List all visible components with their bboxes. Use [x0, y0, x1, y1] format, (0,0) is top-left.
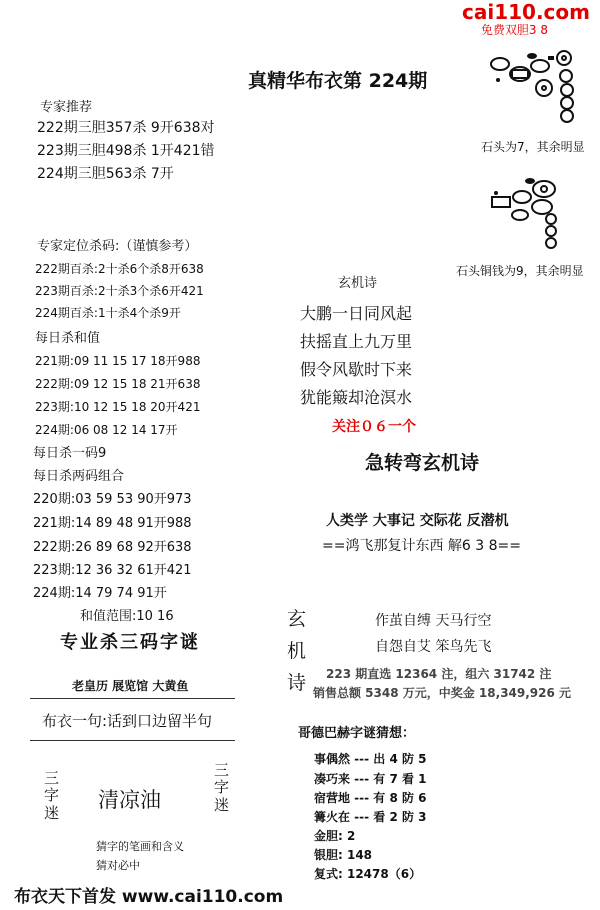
goethe-line: 篝火在 --- 看 2 防 3 [314, 810, 427, 824]
xuanji-line: 自怨自艾 笨鸟先飞 [375, 639, 492, 655]
goethe-heading: 哥德巴赫字谜猜想： [298, 726, 416, 741]
stone-caption-1: 石头为7，其余明显 [481, 140, 585, 154]
site-name: cai110.com [462, 0, 590, 24]
two-kill-line: 222期:26 89 68 92开638 [33, 540, 192, 555]
position-kill-line: 222期百杀:2十杀6个杀8开638 [35, 262, 204, 276]
poem-heading: 玄机诗 [338, 276, 378, 291]
stone-caption-2: 石头铜钱为9，其余明显 [456, 264, 584, 278]
goethe-line: 宿营地 --- 有 8 防 6 [314, 791, 427, 805]
poem-line: 假令风歇时下来 [300, 360, 413, 379]
three-char-answer: 清凉油 [98, 788, 161, 812]
silver-dan: 银胆: 148 [314, 848, 373, 862]
footer-banner: 布衣天下首发 www.cai110.com [14, 887, 284, 907]
position-kill-heading: 专家定位杀码:（谨慎参考） [37, 239, 198, 254]
two-kill-line: 223期:12 36 32 61开421 [33, 563, 192, 578]
sum-kill-line: 224期:06 08 12 14 17开 [35, 423, 178, 437]
poem-line: 扶摇直上九万里 [300, 332, 413, 351]
two-kill-heading: 每日杀两码组合 [33, 469, 125, 484]
sales-line-1: 223 期直选 12364 注，组六 31742 注 [326, 667, 552, 681]
stone-coin-figure-2 [488, 175, 588, 255]
expert-line: 222期三胆357杀 9开638对 [37, 120, 215, 136]
sum-kill-heading: 每日杀和值 [35, 331, 101, 346]
page-title: 真精华布衣第 224期 [248, 70, 428, 92]
stone-coin-figure-1 [488, 48, 588, 128]
guess-note: 猜字的笔画和含义 [96, 840, 184, 853]
guess-note: 猜对必中 [96, 859, 140, 872]
xuanji-line: 作茧自缚 天马行空 [375, 613, 492, 629]
poem-line: 大鹏一日同风起 [300, 304, 413, 323]
sales-line-2: 销售总额 5348 万元，中奖金 18,349,926 元 [313, 686, 572, 700]
sum-kill-line: 223期:10 12 15 18 20开421 [35, 400, 201, 414]
turn-title: 急转弯玄机诗 [365, 452, 480, 474]
poem-line: 犹能簸却沧溟水 [300, 388, 413, 407]
divider [30, 698, 235, 699]
expert-line: 223期三胆498杀 1开421错 [37, 143, 215, 159]
riddle-title: 专业杀三码字谜 [60, 632, 200, 653]
sum-kill-line: 222期:09 12 15 18 21开638 [35, 377, 201, 391]
expert-line: 224期三胆563杀 7开 [37, 166, 174, 182]
site-watermark [440, 0, 600, 37]
free-tip: 免费双胆3 8 [480, 23, 548, 37]
xuanji-vertical: 玄 机 诗 [287, 608, 307, 694]
goethe-line: 凑巧来 --- 有 7 看 1 [314, 772, 427, 786]
expert-heading: 专家推荐 [40, 100, 93, 115]
sum-range: 和值范围:10 16 [80, 609, 174, 624]
gold-dan: 金胆: 2 [314, 829, 356, 843]
follow-tip: 关注０６一个 [332, 419, 416, 435]
two-kill-line: 221期:14 89 48 91开988 [33, 516, 192, 531]
sum-kill-line: 221期:09 11 15 17 18开988 [35, 354, 201, 368]
one-kill: 每日杀一码9 [33, 446, 107, 461]
one-sentence: 布衣一句:话到口边留半句 [42, 712, 213, 730]
compound-bet: 复式: 12478（6） [314, 867, 422, 881]
hongfei-line: ==鸿飞那复计东西 解6 3 8== [322, 538, 521, 554]
goethe-line: 事偶然 --- 出 4 防 5 [314, 752, 427, 766]
position-kill-line: 224期百杀:1十杀4个杀9开 [35, 306, 181, 320]
almanac-line: 老皇历 展览馆 大黄鱼 [72, 679, 189, 693]
position-kill-line: 223期百杀:2十杀3个杀6开421 [35, 284, 204, 298]
three-char-left: 三 字 迷 [44, 769, 60, 822]
divider [30, 740, 235, 741]
two-kill-line: 220期:03 59 53 90开973 [33, 492, 192, 507]
subject-line: 人类学 大事记 交际花 反潜机 [326, 513, 509, 529]
three-char-right: 三 字 迷 [214, 761, 230, 814]
two-kill-line: 224期:14 79 74 91开 [33, 586, 167, 601]
